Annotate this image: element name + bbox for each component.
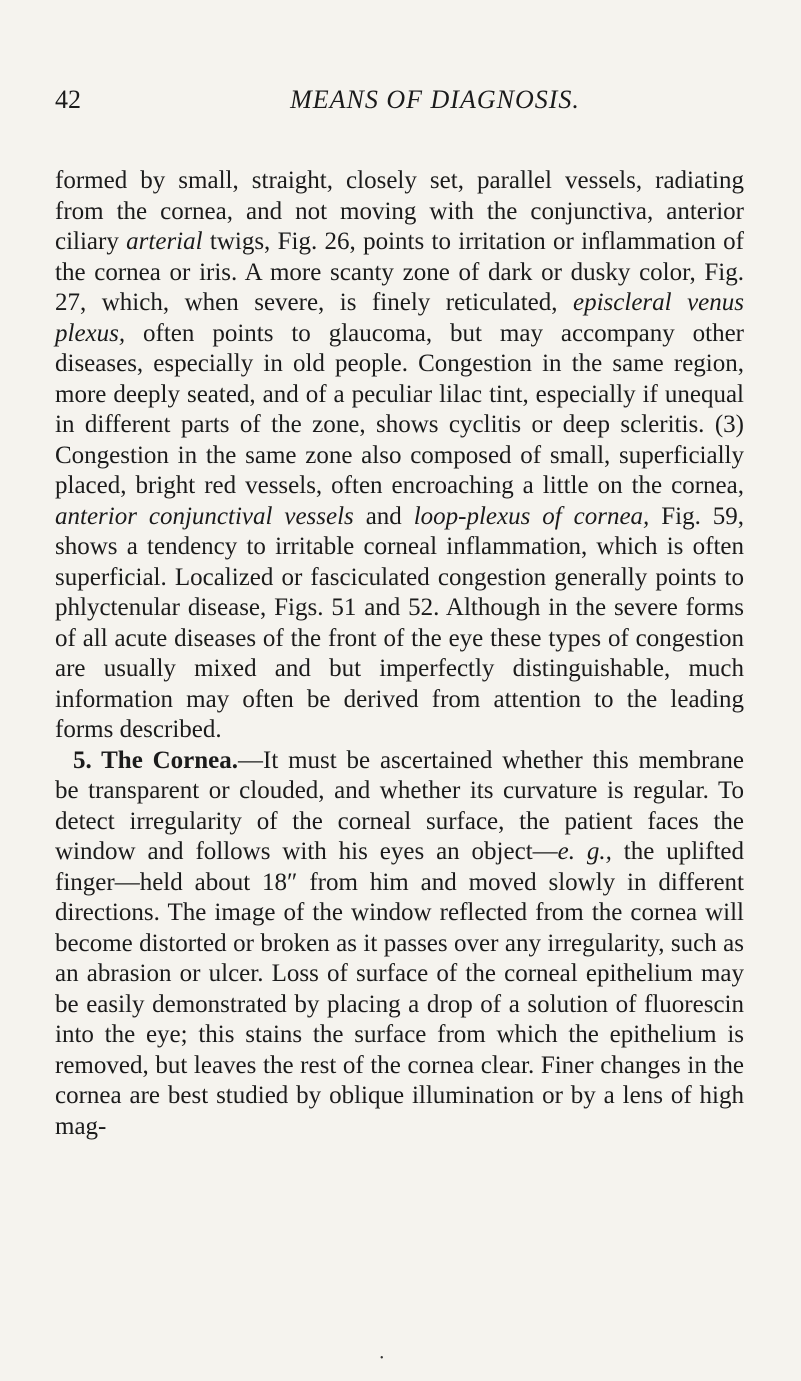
page-number: 42 — [55, 85, 81, 114]
italic-term: anterior conjunctival vessels — [55, 502, 354, 530]
paragraph-congestion — [55, 166, 744, 746]
paragraph-cornea — [55, 746, 744, 1143]
text-run: formed by small, straight, closely set, parallel vessels, radiating from the cornea, and not moving with the conjunctiva, anterior ciliary — [55, 167, 744, 255]
text-run: Fig. 59, shows a tendency to irritable corneal inflammation, which is often superficial. Localized or fasciculated congestion generally points to phlyctenular disease, Figs. 51 and 52. Although in the severe forms of all acute diseases of the front of the eye these types of congestion are usually mixed and but imperfectly distinguishable, much information may often be derived from attention to the leading forms described. — [55, 502, 744, 743]
printer-mark: • — [380, 1353, 384, 1364]
italic-term: loop-plexus of cornea, — [413, 502, 650, 530]
body-text — [55, 166, 744, 1142]
text-run: the uplifted finger—held about 18″ from him and moved slowly in different directions. The image of the window reflected from the cornea will become distorted or broken as it passes over any irregularity, such as an abrasion or ulcer. Loss of surface of the corneal epithelium may be easily demonstrated by placing a drop of a solution of fluorescin into the eye; this stains the surface from which the epithelium is removed, but leaves the rest of the cornea clear. Finer changes in the cornea are best studied by oblique illumination or by a lens of high mag- — [55, 838, 744, 1140]
page-header — [55, 85, 755, 125]
italic-term: episcleral venus plexus, — [55, 289, 744, 347]
italic-term: e. g., — [557, 838, 612, 865]
section-heading: 5. The Cornea. — [73, 746, 239, 774]
text-run: often points to glaucoma, but may accompany other diseases, especially in old people. Congestion in the same region, more deeply seated, and of a peculiar lilac tint, especially if unequal in different parts of the zone, shows cyclitis or deep scleritis. (3) Congestion in the same zone also composed of small, superficially placed, bright red vessels, often encroaching a little on the cornea, — [55, 319, 744, 499]
running-head: MEANS OF DIAGNOSIS. — [290, 85, 580, 114]
text-run: and — [353, 502, 414, 530]
text-run: twigs, Fig. 26, points to irritation or inflammation of the cornea or iris. A more scanty zone of dark or dusky color, Fig. 27, which, when severe, is finely reticulated, — [55, 228, 744, 316]
text-run: —It must be ascertained whether this membrane be transparent or clouded, and whether its curvature is regular. To detect irregularity of the corneal surface, the patient faces the window and follows with his eyes an object— — [55, 746, 744, 865]
italic-term: arterial — [126, 228, 203, 255]
